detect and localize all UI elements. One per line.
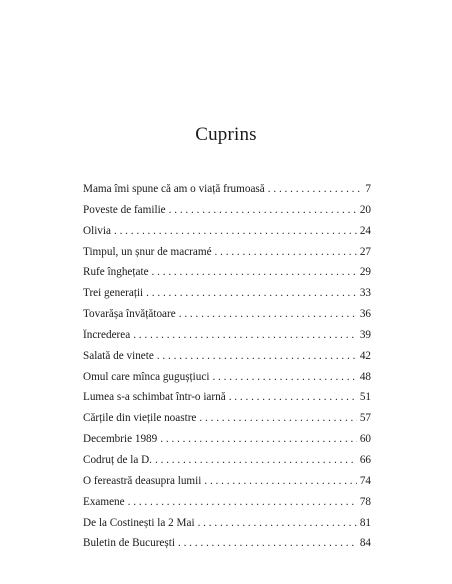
- toc-entry: [83, 517, 371, 538]
- toc-entry-page: 48: [359, 370, 371, 383]
- toc-dot-leader: [133, 329, 357, 341]
- toc-dot-leader: [229, 391, 357, 403]
- toc-dot-leader: [178, 537, 357, 549]
- page-title: Cuprins: [195, 124, 257, 145]
- toc-entry-page: 24: [359, 224, 371, 237]
- toc-entry-page: 66: [359, 453, 371, 466]
- toc-entry-page: 20: [359, 203, 371, 216]
- toc-entry-title: Poveste de familie: [83, 203, 166, 216]
- toc-dot-leader: [169, 204, 357, 216]
- toc-dot-leader: [152, 266, 357, 278]
- toc-entry: [83, 225, 371, 246]
- toc-entry-title: Timpul, un șnur de macramé: [83, 245, 212, 258]
- toc-dot-leader: [215, 246, 357, 258]
- toc-entry: [83, 266, 371, 287]
- toc-entry-page: 78: [359, 495, 371, 508]
- toc-dot-leader: [204, 475, 356, 487]
- toc-entry: [83, 308, 371, 329]
- toc-entry: [83, 350, 371, 371]
- toc-entry-title: Buletin de București: [83, 537, 175, 550]
- toc-dot-leader: [155, 454, 357, 466]
- toc-entry: [83, 391, 371, 412]
- toc-entry: [83, 287, 371, 308]
- toc-entry-page: 29: [359, 266, 371, 279]
- toc-dot-leader: [146, 287, 357, 299]
- toc-entry-page: 57: [359, 412, 371, 425]
- toc-entry-page: 51: [359, 391, 371, 404]
- toc-entry-title: Omul care mînca gugușțiuci: [83, 370, 210, 383]
- toc-entry-title: Decembrie 1989: [83, 433, 158, 446]
- toc-entry-title: Încrederea: [83, 328, 131, 341]
- toc-dot-leader: [160, 433, 357, 445]
- toc-entry-title: Rufe înghețate: [83, 266, 149, 279]
- toc-entry: [83, 329, 371, 350]
- toc-dot-leader: [198, 517, 357, 529]
- toc-entry-page: 39: [359, 328, 371, 341]
- toc-entry: [83, 204, 371, 225]
- toc-entry-title: Tovarășa învățătoare: [83, 308, 176, 321]
- toc-entry-title: De la Costinești la 2 Mai: [83, 516, 195, 529]
- toc-entry-title: Cărțile din viețile noastre: [83, 412, 197, 425]
- toc-dot-leader: [114, 225, 357, 237]
- toc-entry-page: 74: [359, 474, 371, 487]
- table-of-contents: [83, 183, 371, 558]
- toc-entry: [83, 537, 371, 558]
- toc-dot-leader: [199, 412, 356, 424]
- toc-entry: [83, 371, 371, 392]
- toc-entry-title: Trei generații: [83, 287, 144, 300]
- toc-entry-page: 60: [359, 433, 371, 446]
- toc-entry-page: 84: [359, 537, 371, 550]
- toc-dot-leader: [268, 183, 363, 195]
- toc-entry: [83, 246, 371, 267]
- toc-dot-leader: [157, 350, 357, 362]
- toc-dot-leader: [128, 496, 357, 508]
- toc-entry: [83, 183, 371, 204]
- toc-entry: [83, 496, 371, 517]
- toc-entry-page: 27: [359, 245, 371, 258]
- toc-dot-leader: [179, 308, 357, 320]
- toc-entry-page: 81: [359, 516, 371, 529]
- toc-entry-title: Lumea s-a schimbat într-o iarnă: [83, 391, 226, 404]
- toc-entry: [83, 433, 371, 454]
- toc-entry-page: 42: [359, 349, 371, 362]
- toc-dot-leader: [212, 371, 356, 383]
- toc-entry: [83, 454, 371, 475]
- toc-entry: [83, 412, 371, 433]
- toc-entry-title: Olivia: [83, 224, 111, 237]
- toc-entry-title: Codruț de la D.: [83, 453, 152, 466]
- toc-entry-title: Salată de vinete: [83, 349, 154, 362]
- toc-entry-page: 7: [365, 183, 371, 195]
- toc-entry: [83, 475, 371, 496]
- toc-entry-title: Mama îmi spune că am o viață frumoasă: [83, 183, 265, 195]
- toc-entry-title: Examene: [83, 495, 125, 508]
- toc-entry-title: O fereastră deasupra lumii: [83, 474, 202, 487]
- toc-entry-page: 36: [359, 308, 371, 321]
- toc-entry-page: 33: [359, 287, 371, 300]
